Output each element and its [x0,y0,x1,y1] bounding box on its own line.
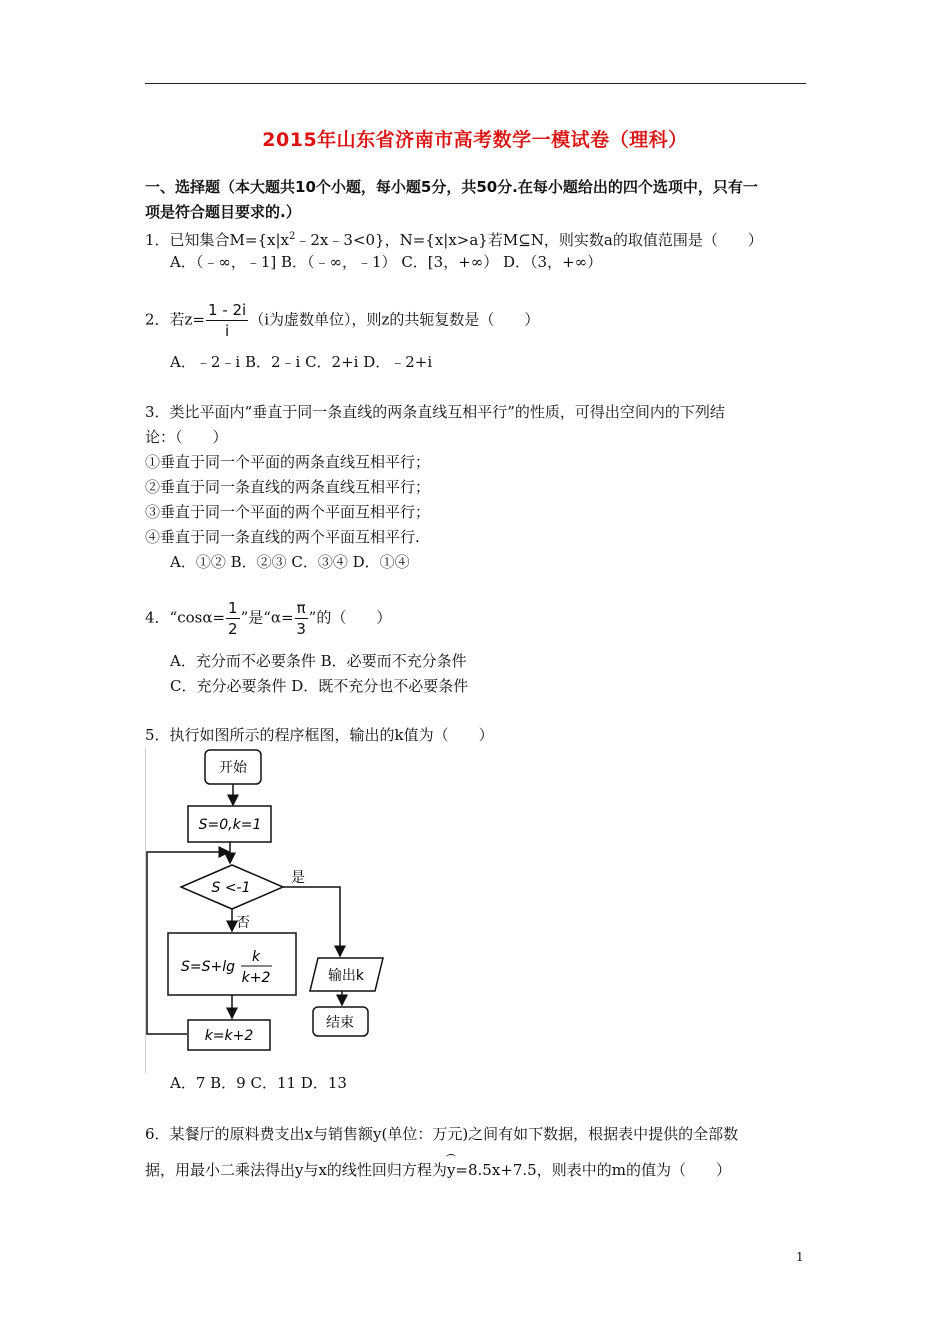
q3-statement-1: ①垂直于同一个平面的两条直线互相平行； [145,453,431,471]
q4-fraction-1: $\frac{1}{2}$ [228,599,238,638]
q1-stem: 1．已知集合$M=\{x|x^2﹣2x﹣3<0\}$，N={x|x>a}若M⊆N，则实数a的取值范围是（ ） [145,231,763,249]
q2-fraction: $\frac{1 - 2i}{i}$ [208,301,247,340]
update-label: S=S+lg [181,959,236,975]
q4-options-1: A．充分而不必要条件 B．必要而不充分条件 [170,652,467,670]
header-rule [145,83,806,84]
q2-stem: 2．若z= $\frac{1 - 2i}{i}$ （i为虚数单位），则z的共轭复数是（ ） [145,301,540,340]
q3-options: A．①② B．②③ C．③④ D．①④ [170,553,410,571]
output-label: 输出k [327,968,365,984]
flowchart [145,748,385,1073]
page-number: 1 [796,1250,804,1264]
init-label: S=0,k=1 [198,817,262,833]
condition-label: S <-1 [211,880,251,896]
update-numerator: k [251,949,261,965]
q3-statement-4: ④垂直于同一条直线的两个平面互相平行. [145,528,420,546]
q3-statement-2: ②垂直于同一条直线的两条直线互相平行； [145,478,431,496]
q2-options: A．﹣2﹣i B．2﹣i C．2+i D．﹣2+i [170,353,433,371]
update-denominator: k+2 [241,970,271,986]
no-label: 否 [236,915,250,931]
q6-line1: 6．某餐厅的原料费支出x与销售额y(单位：万元)之间有如下数据，根据表中提供的全部数 [145,1125,739,1143]
q6-line2: 据，用最小二乘法得出y与x的线性回归方程为y=8.5x+7.5，则表中的m的值为（ ） [145,1161,731,1179]
step-label: k=k+2 [204,1028,254,1044]
q4-options-2: C．充分必要条件 D．既不充分也不必要条件 [170,677,469,695]
section-heading-line1: 一、选择题（本大题共10个小题，每小题5分，共50分.在每小题给出的四个选项中，只有一 [145,178,758,196]
start-label: 开始 [219,760,247,776]
q3-line2: 论：（ ） [145,428,228,446]
q4-stem: 4．“cosα= $\frac{1}{2}$ ”是“α= $\frac{\pi}{3}$ ”的（ ） [145,599,392,638]
q5-stem: 5．执行如图所示的程序框图，输出的k值为（ ） [145,726,494,744]
page-title: 2015年山东省济南市高考数学一模试卷（理科） [262,129,688,151]
yes-label: 是 [291,870,305,886]
q3-line1: 3．类比平面内“垂直于同一条直线的两条直线互相平行”的性质，可得出空间内的下列结 [145,403,725,421]
section-heading-line2: 项是符合题目要求的.） [145,203,301,221]
q5-options: A．7 B．9 C．11 D．13 [170,1074,347,1092]
y-hat: y [446,1161,456,1179]
end-label: 结束 [326,1015,354,1031]
q3-statement-3: ③垂直于同一个平面的两个平面互相平行； [145,503,431,521]
q4-fraction-2: $\frac{\pi}{3}$ [296,599,306,638]
q1-options: A．（﹣∞，﹣1] B．（﹣∞，﹣1） C．[3，+∞） D．（3，+∞） [170,253,603,271]
